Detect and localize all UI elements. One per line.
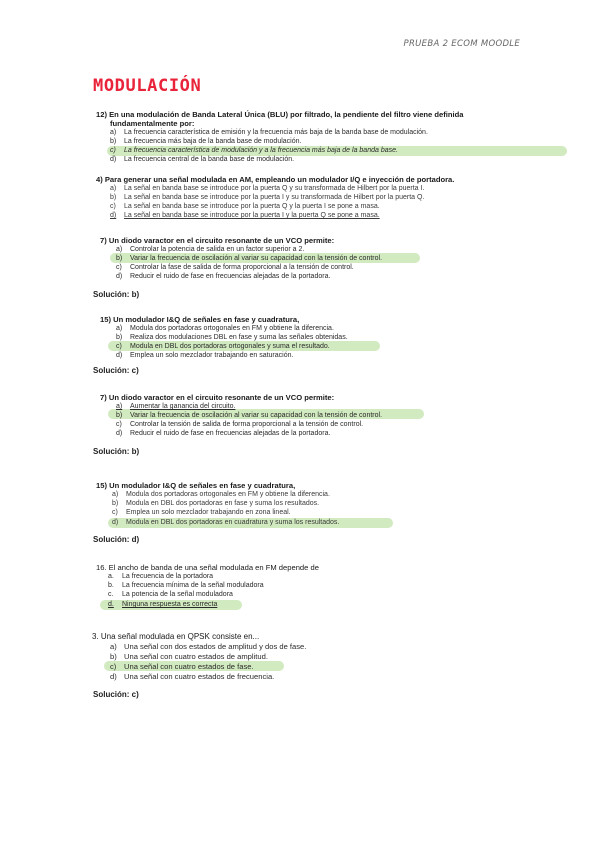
option-a: a) Modula dos portadoras ortogonales en FM y obtiene la diferencia.	[116, 325, 334, 332]
option-d: d. Ninguna respuesta es correcta	[108, 601, 218, 608]
solution-label: Solución: b)	[93, 447, 140, 456]
option-c: c) Modula en DBL dos portadoras ortogonales y suma el resultado.	[116, 343, 330, 350]
option-d: d) La señal en banda base se introduce por la puerta I y la puerta Q se pone a masa.	[110, 212, 380, 219]
option-c: c. La potencia de la señal moduladora	[108, 591, 233, 598]
option-d: d) La frecuencia central de la banda base de modulación.	[110, 156, 295, 163]
option-d: d) Una señal con cuatro estados de frecuencia.	[110, 672, 275, 681]
option-b: b) La señal en banda base se introduce por la puerta I y su transformada de Hilbert por la puerta Q.	[110, 194, 425, 201]
option-b: b) Variar la frecuencia de oscilación al variar su capacidad con la tensión de control.	[116, 412, 383, 419]
solution-label: Solución: c)	[93, 690, 139, 699]
option-d: d) Reducir el ruido de fase en frecuencias alejadas de la portadora.	[116, 430, 331, 437]
option-b: b) Modula en DBL dos portadoras en fase y suma los resultados.	[112, 500, 320, 507]
solution-label: Solución: d)	[93, 535, 140, 544]
option-c: c) Emplea un solo mezclador trabajando en zona lineal.	[112, 509, 291, 516]
option-a: a) Aumentar la ganancia del circuito.	[116, 403, 236, 410]
option-a: a) La señal en banda base se introduce por la puerta Q y su transformada de Hilbert por la puerta I.	[110, 185, 425, 192]
option-d: d) Modula en DBL dos portadoras en cuadratura y suma los resultados.	[112, 519, 340, 526]
question-text: 15) Un modulador I&Q de señales en fase y cuadratura,	[100, 315, 300, 324]
option-b: b) Una señal con cuatro estados de amplitud.	[110, 652, 268, 661]
option-d: d) Reducir el ruido de fase en frecuencias alejadas de la portadora.	[116, 273, 331, 280]
solution-label: Solución: b)	[93, 290, 140, 299]
option-b: b) Realiza dos modulaciones DBL en fase y suma las señales obtenidas.	[116, 334, 348, 341]
question-text: 16. El ancho de banda de una señal modulada en FM depende de	[96, 563, 319, 572]
option-b: b) Variar la frecuencia de oscilación al variar su capacidad con la tensión de control.	[116, 255, 383, 262]
option-c: c) Controlar la tensión de salida de forma proporcional a la tensión de control.	[116, 421, 364, 428]
option-c: c) La señal en banda base se introduce por la puerta Q y la puerta I se pone a masa.	[110, 203, 380, 210]
page-title: MODULACIÓN	[93, 76, 202, 96]
question-text: 4) Para generar una señal modulada en AM, empleando un modulador I/Q e inyección de portadora.	[96, 175, 455, 184]
header-course-label: PRUEBA 2 ECOM MOODLE	[403, 39, 520, 49]
question-text: 15) Un modulador I&Q de señales en fase y cuadratura,	[96, 481, 296, 490]
question-text-cont: fundamentalmente por:	[110, 119, 195, 128]
option-a: a) La frecuencia característica de emisión y la frecuencia más baja de la banda base de modulación.	[110, 129, 428, 136]
option-a: a. La frecuencia de la portadora	[108, 573, 214, 580]
question-text: 7) Un diodo varactor en el circuito resonante de un VCO permite:	[100, 393, 335, 402]
option-c: c) Una señal con cuatro estados de fase.	[110, 662, 254, 671]
solution-label: Solución: c)	[93, 366, 139, 375]
option-a: a) Controlar la potencia de salida en un factor superior a 2.	[116, 246, 305, 253]
option-b: b) La frecuencia más baja de la banda base de modulación.	[110, 138, 302, 145]
option-a: a) Modula dos portadoras ortogonales en FM y obtiene la diferencia.	[112, 491, 330, 498]
option-b: b. La frecuencia mínima de la señal moduladora	[108, 582, 264, 589]
question-text: 12) En una modulación de Banda Lateral Única (BLU) por filtrado, la pendiente del filtro viene definida	[96, 110, 464, 119]
option-c: c) Controlar la fase de salida de forma proporcional a la tensión de control.	[116, 264, 354, 271]
option-c: c) La frecuencia característica de modulación y a la frecuencia más baja de la banda base.	[110, 147, 398, 154]
question-text: 3. Una señal modulada en QPSK consiste en...	[92, 632, 260, 641]
question-text: 7) Un diodo varactor en el circuito resonante de un VCO permite:	[100, 236, 335, 245]
option-d: d) Emplea un solo mezclador trabajando en saturación.	[116, 352, 294, 359]
option-a: a) Una señal con dos estados de amplitud y dos de fase.	[110, 642, 307, 651]
